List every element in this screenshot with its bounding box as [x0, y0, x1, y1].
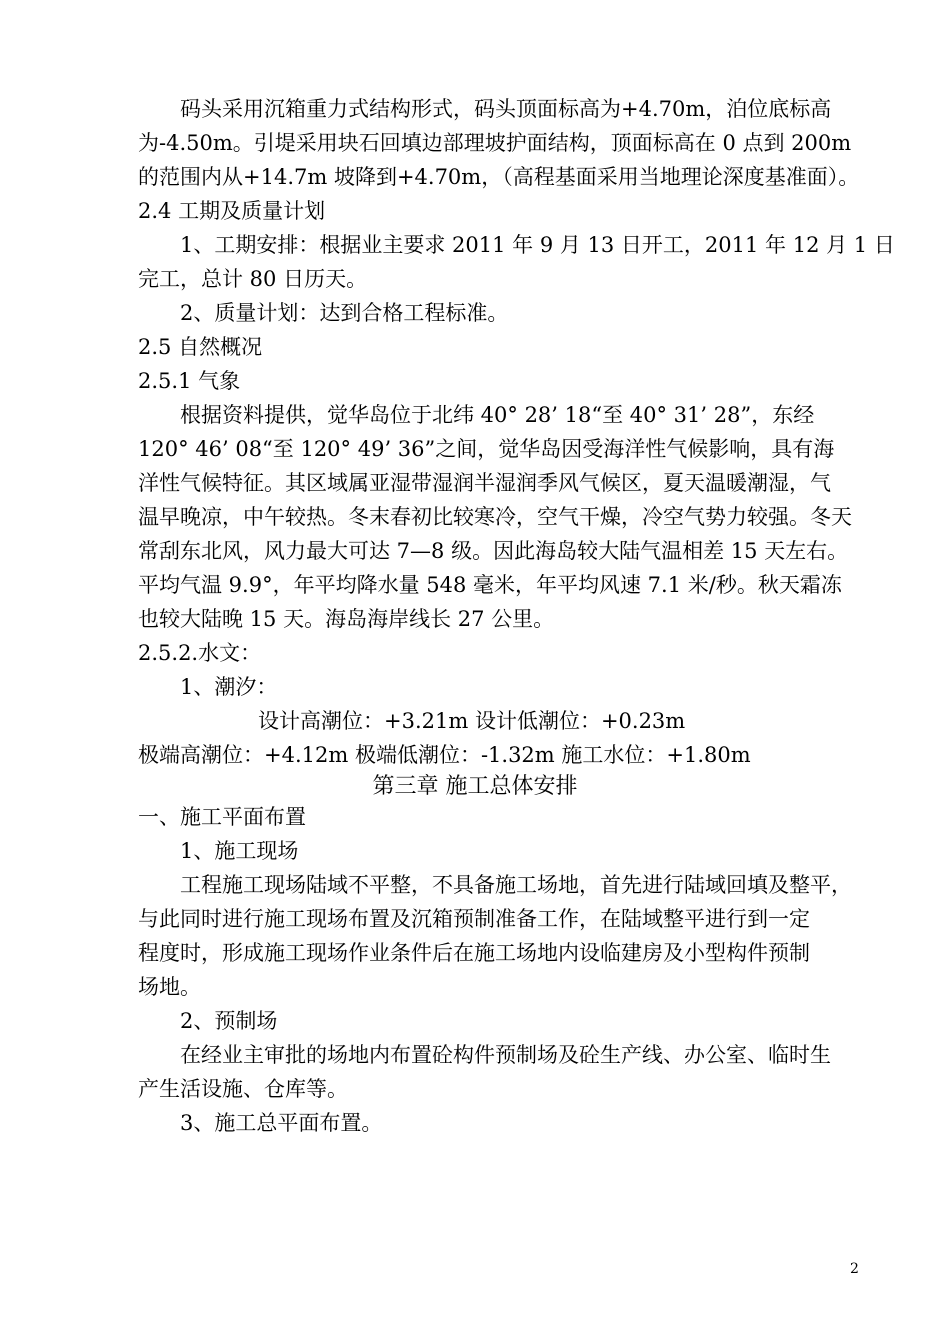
- tide-levels-line: 设计高潮位：+3.21m 设计低潮位：+0.23m: [258, 709, 686, 733]
- body-paragraph-line: 的范围内从+14.7m 坡降到+4.70m，（高程基面采用当地理论深度基准面）。: [138, 165, 860, 189]
- body-paragraph-line: 120° 46’ 08“至 120° 49’ 36”之间，觉华岛因受海洋性气候影响，具有海: [138, 437, 835, 461]
- body-paragraph-line: 与此同时进行施工现场布置及沉箱预制准备工作，在陆域整平进行到一定: [138, 907, 810, 931]
- body-paragraph-line: 平均气温 9.9°，年平均降水量 548 毫米，年平均风速 7.1 米/秒。秋天霜冻: [138, 573, 842, 597]
- section-heading: 2.4 工期及质量计划: [138, 199, 326, 223]
- body-paragraph-line: 在经业主审批的场地内布置砼构件预制场及砼生产线、办公室、临时生: [180, 1043, 831, 1067]
- body-paragraph-line: 为-4.50m。引堤采用块石回填边部理坡护面结构，顶面标高在 0 点到 200m: [138, 131, 852, 155]
- tide-levels-line: 极端高潮位：+4.12m 极端低潮位：-1.32m 施工水位：+1.80m: [138, 743, 751, 767]
- subsection-heading: 2.5.2.水文：: [138, 641, 262, 665]
- section-heading: 一、施工平面布置: [138, 805, 306, 829]
- chapter-title: 第三章 施工总体安排: [372, 774, 578, 799]
- body-paragraph-line: 工程施工现场陆域不平整，不具备施工场地，首先进行陆域回填及整平，: [180, 873, 852, 897]
- subsection-heading: 2.5.1 气象: [138, 369, 241, 393]
- section-heading: 2.5 自然概况: [138, 335, 263, 359]
- body-paragraph-line: 码头采用沉箱重力式结构形式，码头顶面标高为+4.70m，泊位底标高: [180, 97, 832, 121]
- page-number: 2: [850, 1261, 859, 1277]
- body-paragraph-line: 产生活设施、仓库等。: [138, 1077, 348, 1101]
- body-paragraph-line: 也较大陆晚 15 天。海岛海岸线长 27 公里。: [138, 607, 555, 631]
- body-paragraph-line: 根据资料提供，觉华岛位于北纬 40° 28’ 18“至 40° 31’ 28”，东经: [180, 403, 815, 427]
- subsection-heading: 1、施工现场: [180, 839, 299, 863]
- body-paragraph-line: 1、工期安排：根据业主要求 2011 年 9 月 13 日开工，2011 年 12 月 1 日: [180, 233, 895, 257]
- body-paragraph-line: 程度时，形成施工现场作业条件后在施工场地内设临建房及小型构件预制: [138, 941, 810, 965]
- subsection-heading: 3、施工总平面布置。: [180, 1111, 383, 1135]
- body-paragraph-line: 完工，总计 80 日历天。: [138, 267, 368, 291]
- body-paragraph-line: 1、潮汐：: [180, 675, 278, 699]
- subsection-heading: 2、预制场: [180, 1009, 278, 1033]
- body-paragraph-line: 场地。: [138, 975, 201, 999]
- body-paragraph-line: 2、质量计划：达到合格工程标准。: [180, 301, 509, 325]
- body-paragraph-line: 温早晚凉，中午较热。冬末春初比较寒冷，空气干燥，冷空气势力较强。冬天: [138, 505, 852, 529]
- body-paragraph-line: 常刮东北风，风力最大可达 7—8 级。因此海岛较大陆气温相差 15 天左右。: [138, 539, 849, 563]
- body-paragraph-line: 洋性气候特征。其区域属亚湿带湿润半湿润季风气候区，夏天温暖潮湿，气: [138, 471, 831, 495]
